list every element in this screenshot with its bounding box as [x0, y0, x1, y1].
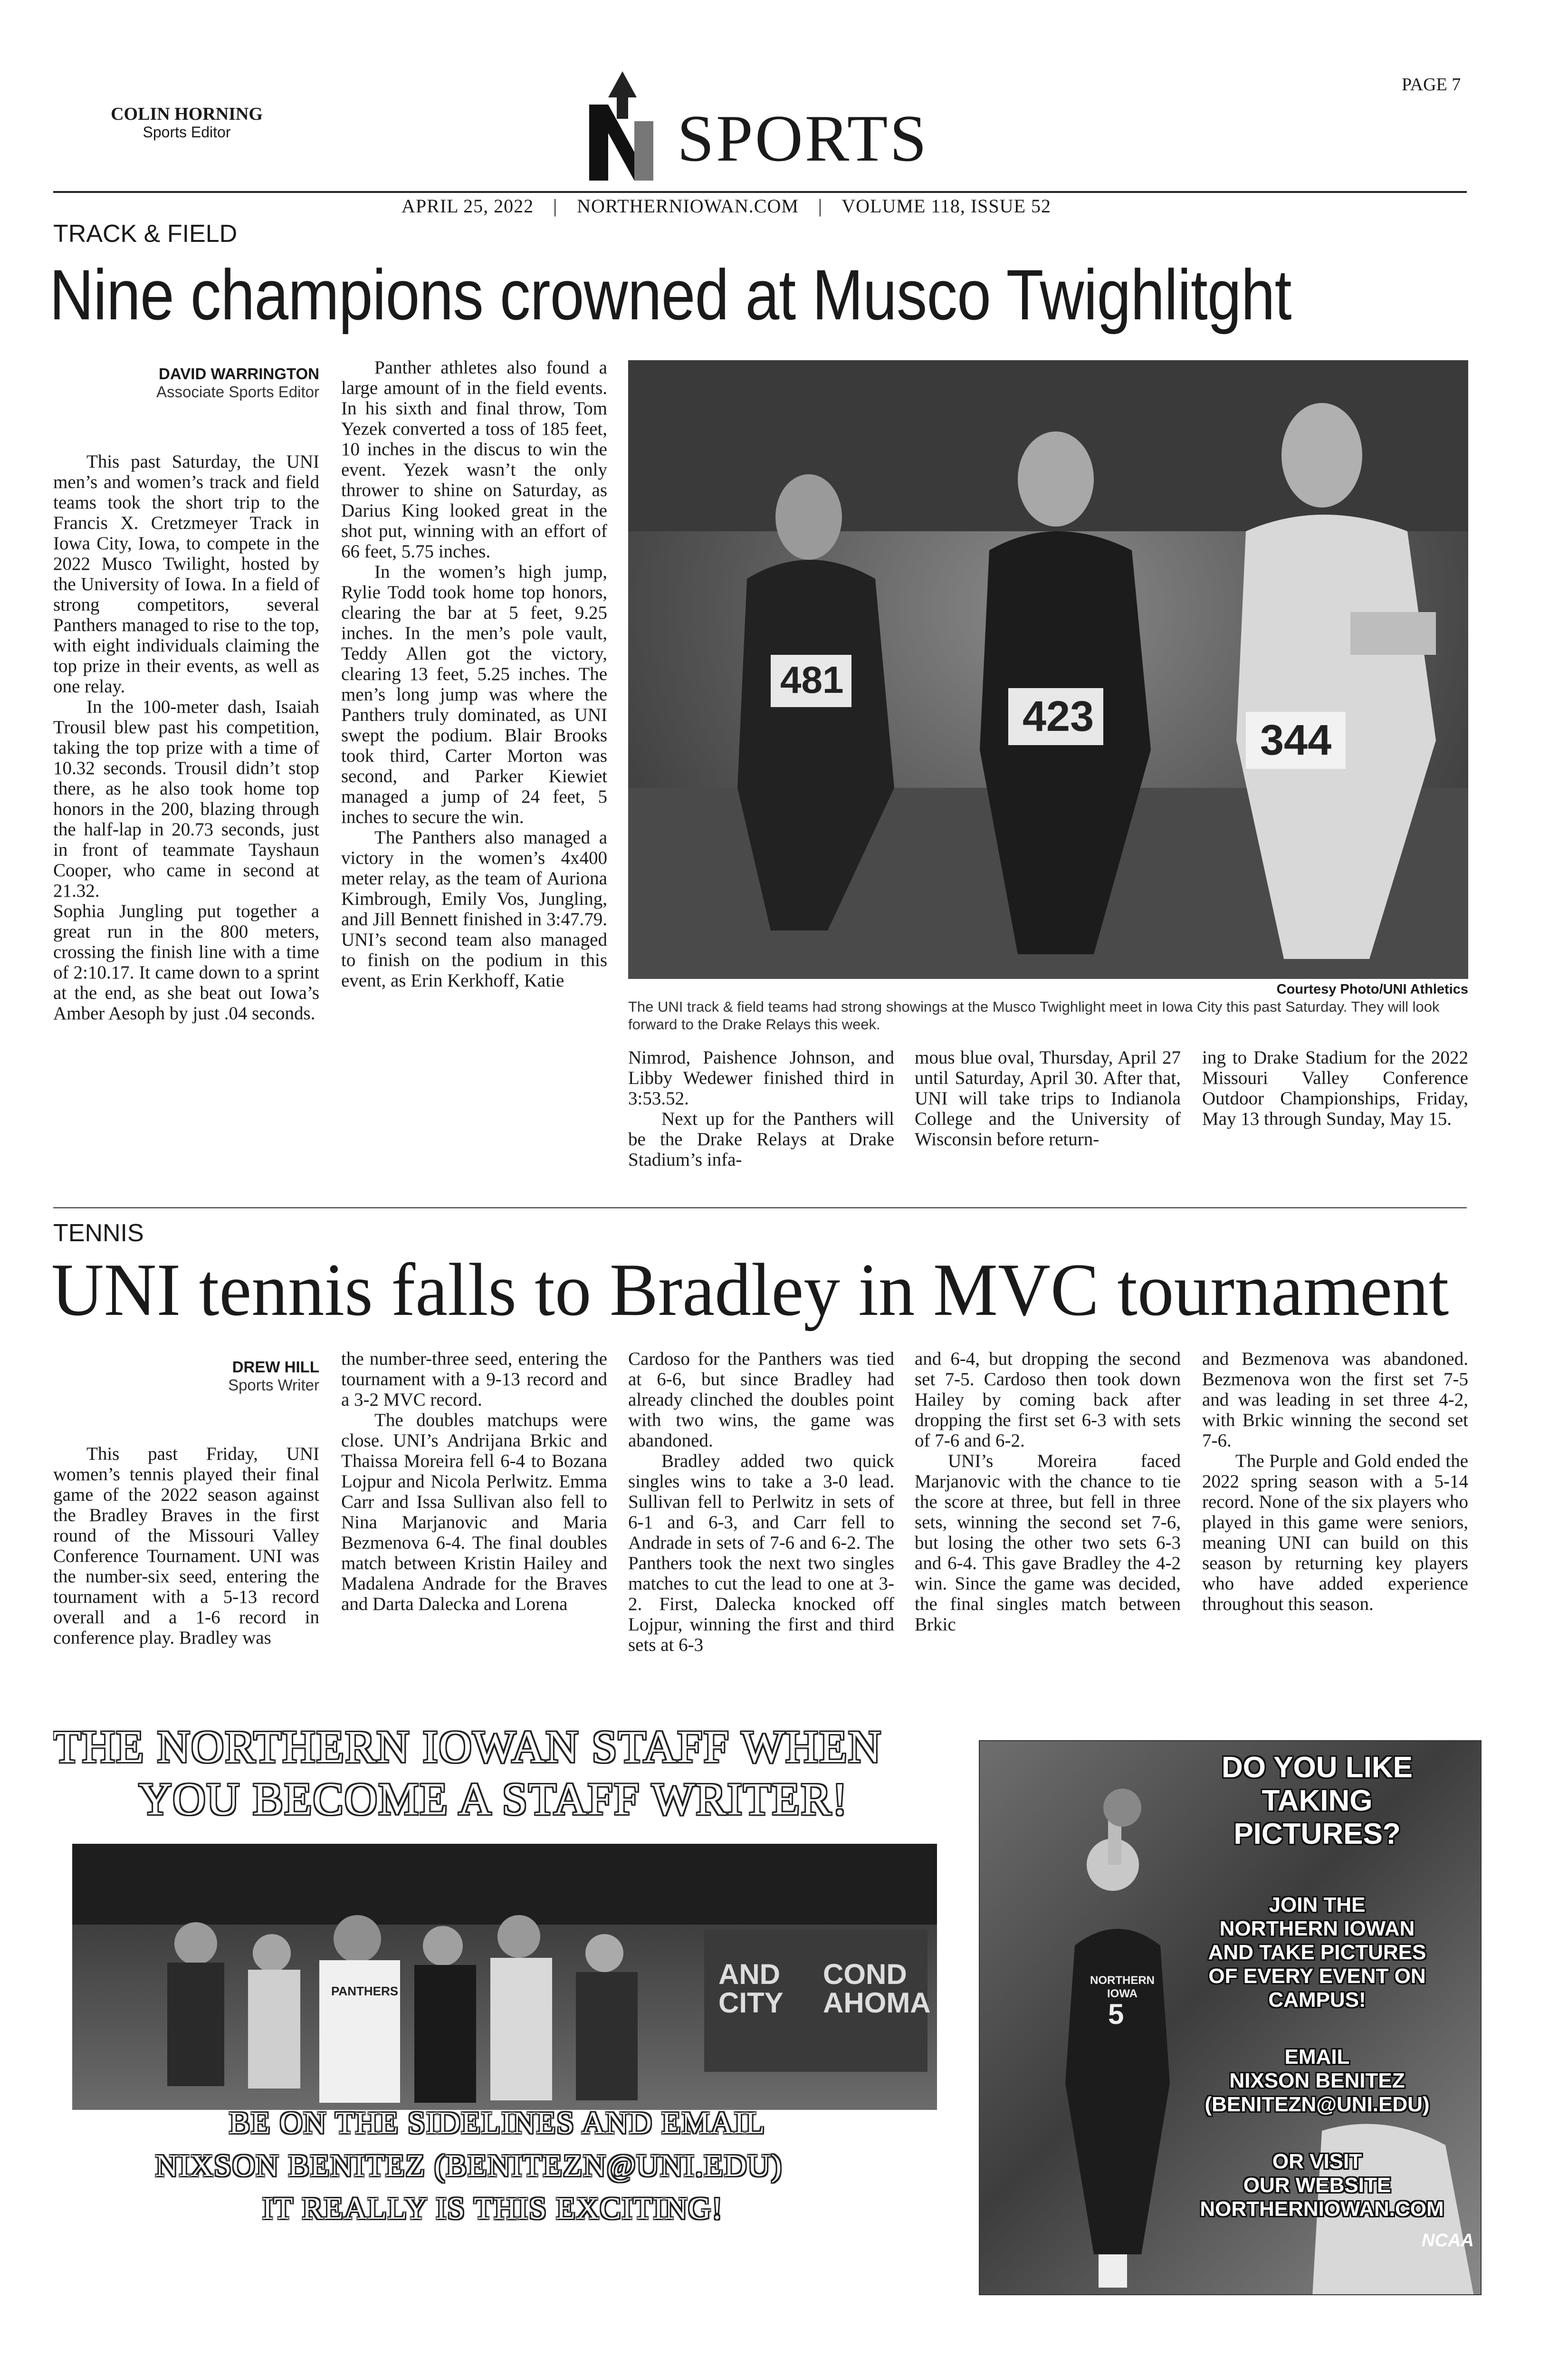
ad1-sign-cond: COND [823, 1958, 907, 1990]
story1-byline-name: DAVID WARRINGTON [159, 365, 319, 383]
photo-caption: The UNI track & field teams had strong showings at the Musco Twighlight meet in Iowa City this past Saturday. They will look forward to the Drake Relays this week. [628, 998, 1440, 1033]
volume-issue: VOLUME 118, ISSUE 52 [841, 195, 1051, 217]
bib-number-481: 481 [780, 659, 844, 701]
ad2-website-link[interactable]: NORTHERNIOWAN.COM [1200, 2197, 1444, 2221]
header-rule [53, 191, 1467, 193]
ad2-email-label: EMAIL [1284, 2045, 1350, 2069]
ad2-question-1: DO YOU LIKE [1222, 1751, 1413, 1784]
ad2-email-name: NIXSON BENITEZ [1229, 2069, 1405, 2092]
story2-column-3: Cardoso for the Panthers was tied at 6-6, but since Bradley had already clinched the doubles point with two wins, the game was abandoned. Bradley added two quick singles wins to take a 3-0 lead. Sullivan fell to Perlwitz in sets of 6-1 and 6-3, and Carr fell to Andrade in sets of 7-6 and 6-2. The Panthers took the next two singles matches to cut the lead to one at 3-2. First, Dalecka knocked off Lojpur, winning the first and third sets at 6-3 [628, 1349, 894, 1655]
website-link[interactable]: NORTHERNIOWAN.COM [577, 195, 799, 217]
ad1-jersey-text: PANTHERS [331, 1984, 399, 1998]
story1-column-2: Panther athletes also found a large amount of in the field events. In his sixth and final throw, Tom Yezek converted a toss of 185 feet, 10 inches in the discus to win the event. Yezek wasn’t the only thrower to shine on Saturday, as Darius King looked great in the shot put, winning with an effort of 66 feet, 5.75 inches. In the women’s high jump, Rylie Todd took home top honors, clearing the bar at 5 feet, 9.25 inches. In the men’s pole vault, Teddy Allen got the victory, clearing 13 feet, 5.25 inches. The men’s long jump was where the Panthers truly dominated, as UNI swept the podium. Blair Brooks took third, Carter Morton was second, and Parker Kiewiet managed a jump of 24 feet, 5 inches to secure the win. The Panthers also managed a victory in the women’s 4x400 meter relay, as the team of Auriona Kimbrough, Emily Vos, Jungling, and Jill Bennett finished in 3:47.79. UNI’s second team also managed to finish on the podium in this event, as Erin Kerkhoff, Katie [341, 357, 607, 991]
page-number: PAGE 7 [1402, 75, 1461, 95]
story2-column-5: and Bezmenova was abandoned. Bezmenova won the first set 7-5 and was leading in set three 4-2, with Brkic winning the second set 7-6. The Purple and Gold ended the 2022 spring season with a 5-14 record. None of the six players who played in this game were seniors, meaning UNI can build on this season by returning key players who have added experience throughout this season. [1202, 1349, 1468, 1614]
northern-iowan-logo-icon [589, 71, 665, 181]
story2-headline: UNI tennis falls to Bradley in MVC tournament [51, 1248, 1449, 1332]
ad2-jersey-text: NORTHERN IOWA [1090, 1974, 1155, 2000]
story1-column-4: mous blue oval, Thursday, April 27 until Saturday, April 30. After that, UNI will take trips to Indianola College and the University of Wisconsin before return- [915, 1047, 1181, 1150]
ad2-jersey-number: 5 [1108, 1998, 1124, 2030]
ad1-cta-line1: BE ON THE SIDELINES AND EMAIL [229, 2106, 766, 2140]
dateline: APRIL 25, 2022 | NORTHERNIOWAN.COM | VOLUME 118, ISSUE 52 [402, 195, 1051, 217]
editor-role: Sports Editor [143, 124, 231, 141]
ad2-body-1: JOIN THE [1269, 1893, 1366, 1916]
ad2-body-4: OF EVERY EVENT ON [1208, 1964, 1426, 1988]
section-title: SPORTS [677, 102, 929, 175]
ad2-question-3: PICTURES? [1233, 1818, 1401, 1850]
story2-kicker: TENNIS [53, 1219, 144, 1247]
story2-byline-role: Sports Writer [228, 1376, 319, 1394]
issue-date: APRIL 25, 2022 [402, 195, 534, 217]
story1-column-5: ing to Drake Stadium for the 2022 Missouri Valley Conference Outdoor Championships, Friday, May 13 through Sunday, May 15. [1202, 1047, 1468, 1129]
story1-headline: Nine champions crowned at Musco Twighlitght [49, 255, 1291, 335]
story1-column-3: Nimrod, Paishence Johnson, and Libby Wedewer finished third in 3:53.52. Next up for the Panthers will be the Drake Relays at Drake Stadium’s infa- [628, 1047, 894, 1170]
ad1-sign-and: AND [718, 1958, 780, 1990]
ad2-visit-1: OR VISIT [1272, 2150, 1362, 2173]
editor-name: COLIN HORNING [111, 104, 263, 124]
ad2-body-5: CAMPUS! [1268, 1988, 1366, 2012]
ad2-body-3: AND TAKE PICTURES [1208, 1941, 1426, 1964]
story2-column-4: and 6-4, but dropping the second set 7-5. Cardoso then took down Hailey by coming back after dropping the first set 6-3 with sets of 7-6 and 6-2. UNI’s Moreira faced Marjanovic with the chance to tie the score at three, but fell in three sets, winning the second set 7-6, but losing the other two sets 6-3 and 6-4. This gave Bradley the 4-2 win. Since the game was decided, the final singles match between Brkic [915, 1349, 1181, 1635]
runners-illustration [628, 360, 1468, 979]
story-divider [53, 1207, 1467, 1208]
ad1-headline-line2: YOU BECOME A STAFF WRITER! [139, 1773, 849, 1824]
ad1-headline-line1: THE NORTHERN IOWAN STAFF WHEN [53, 1721, 882, 1772]
ad1-cta-line2: NIXSON BENITEZ (BENITEZN@UNI.EDU) [155, 2148, 783, 2183]
story2-column-1: This past Friday, UNI women’s tennis played their final game of the 2022 season against the Bradley Braves in the first round of the Missouri Valley Conference Tournament. UNI was the number-six seed, entering the tournament with a 5-13 record overall and a 1-6 record in conference play. Bradley was [53, 1444, 319, 1648]
ad2-question-2: TAKING [1262, 1784, 1373, 1817]
ad1-crowd-photo [72, 1844, 937, 2110]
ad2-ncaa-logo: NCAA [1422, 2231, 1474, 2251]
bib-number-344: 344 [1260, 717, 1332, 764]
ad2-email-address[interactable]: (BENITEZN@UNI.EDU) [1205, 2093, 1430, 2116]
ad1-cta-line3: IT REALLY IS THIS EXCITING! [262, 2191, 724, 2226]
story1-byline-role: Associate Sports Editor [156, 383, 319, 401]
photographer-ad[interactable] [979, 1740, 1482, 2295]
ad1-sign-city: CITY [718, 1987, 784, 2019]
ad2-body-2: NORTHERN IOWAN [1219, 1917, 1415, 1940]
story2-byline-name: DREW HILL [232, 1358, 319, 1376]
track-race-photo [628, 360, 1468, 979]
story1-column-1: This past Saturday, the UNI men’s and women’s track and field teams took the short trip to the Francis X. Cretzmeyer Track in Iowa City, Iowa, to compete in the 2022 Musco Twilight, hosted by the University of Iowa. In a field of strong competitors, several Panthers managed to rise to the top, with eight individuals claiming the top prize in their events, as well as one relay. In the 100-meter dash, Isaiah Trousil blew past his competition, taking the top prize with a time of 10.32 seconds. Trousil didn’t stop there, as he also took home top honors in the 200, blazing through the half-lap in 20.73 seconds, just in front of teammate Tayshaun Cooper, who came in second at 21.32. Sophia Jungling put together a great run in the 800 meters, crossing the finish line with a time of 2:10.17. It came down to a sprint at the end, as she beat out Iowa’s Amber Aesoph by just .04 seconds. [53, 451, 319, 1024]
staff-writer-ad[interactable] [53, 1720, 956, 2238]
ad2-visit-2: OUR WEBSITE [1243, 2174, 1391, 2197]
story1-kicker: TRACK & FIELD [53, 220, 238, 248]
ad1-sign-ahoma: AHOMA [823, 1987, 931, 2019]
bib-number-423: 423 [1023, 693, 1094, 740]
photo-credit: Courtesy Photo/UNI Athletics [1276, 982, 1468, 997]
story2-column-2: the number-three seed, entering the tournament with a 9-13 record and a 3-2 MVC record. The doubles matchups were close. UNI’s Andrijana Brkic and Thaissa Moreira fell 6-4 to Bozana Lojpur and Nicola Perlwitz. Emma Carr and Issa Sullivan also fell to Nina Marjanovic and Maria Bezmenova 6-4. The final doubles match between Kristin Hailey and Madalena Andrade for the Braves and Darta Dalecka and Lorena [341, 1349, 607, 1614]
